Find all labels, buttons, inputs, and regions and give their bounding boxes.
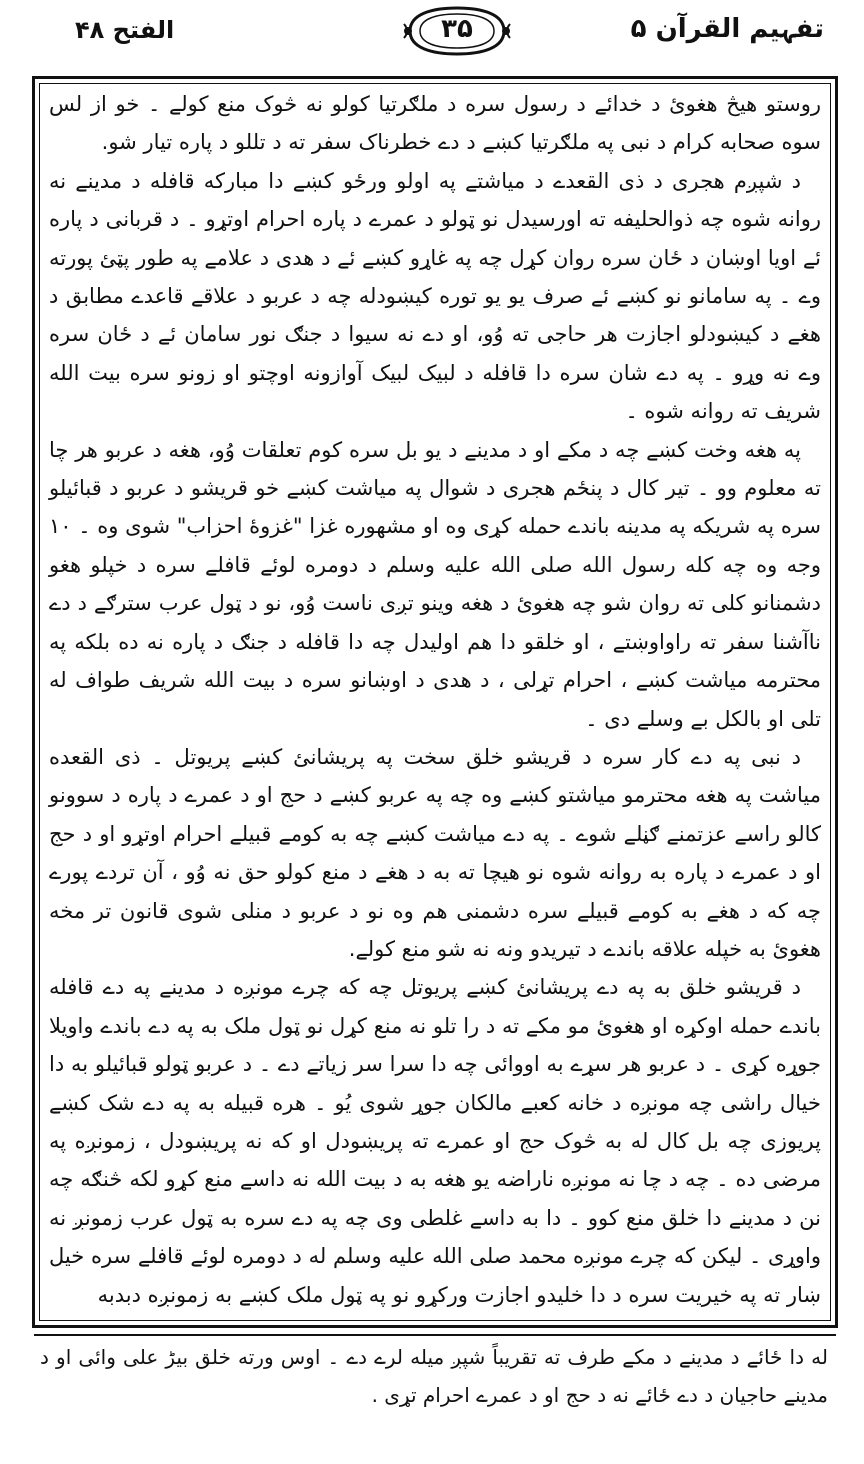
paragraph: د نبی په دے کار سره د قریشو خلق سخت په پریشانئ کښے پریوتل ۔ ذی القعده میاشت په هغه محترمو میاشتو کښے وه چه په عربو کښے د حج او د عمرے د پاره د سوونو کالو راسے عزتمنے ګڼلے شوے ۔ په دے میاشت کښے چه به کومے قبیلے احرام اوتړو او د حج او د عمرے د پاره به روانه شوه نو هیچا ته به د هغے د منع کولو حق نه وُو ، آن تردے پورے چه که د هغے به کومے قبیلے سره دشمنی هم وه نو د عربو د منلی شوی قانون تر مخه هغوئ به خپله علاقه باندے د تیریدو ونه نه شو منع کولے. bbox=[49, 744, 821, 961]
book-title: تفہیم القرآن ۵ bbox=[630, 14, 824, 44]
paragraph: د قریشو خلق به په دے پریشانئ کښے پریوتل چه که چرے مونږه د مدینے په دے قافله باندے حمله اوکړه او هغوئ مو مکے ته د را تلو نه منع کړل نو ټول ملک به په دے باندے واویلا جوړه کړی ۔ د عربو هر سړے به اووائی چه دا سرا سر زیاتے دے ۔ د عربو ټولو قبائیلو به دا خیال راشی چه مونږه د خانه کعبے مالکان جوړ شوی یُو ۔ هره قبیله به په دے شک کښے پریوزی چه بل کال له به څوک حج او عمرے ته پریښودل او که نه پریښودل ، زمونږه په مرضی ده ۔ چه د چا نه مونږه ناراضه یو هغه به د بیت الله نه داسے منع کړو لکه څنګه چه نن د مدینے دا خلق منع کوو ۔ دا به داسے غلطی وی چه په دے سره به ټول عرب زمونږ نه واوړی ۔ لیکن که چرے مونږه محمد صلی الله علیه وسلم له د دومره لوئے قافلے سره خیل ښار ته په خیریت سره د دا خلیدو اجازت ورکړو نو په ټول ملک کښے به زمونږه دبدبه bbox=[49, 975, 821, 1307]
page-number: ۳۵ bbox=[441, 14, 473, 44]
footnote-divider bbox=[34, 1334, 836, 1336]
paragraph: په هغه وخت کښے چه د مکے او د مدینے د یو بل سره کوم تعلقات وُو، هغه د عربو هر چا ته معلوم وو ۔ تیر کال د پنځم هجری د شوال په میاشت کښے خو قریشو د عربو د قبائیلو سره په شریکه په مدینه باندے حمله کړی وه او مشهوره غزا "غزوهٔ احزاب" شوی وه ۔ ۱۰ وجه وه چه کله رسول الله صلی الله علیه وسلم د دومره لوئے قافلے سره د خپلو هغو دشمنانو کلی ته روان شو چه هغوئ د هغه وینو تږی ناست وُو، نو د ټول عرب سترګے د دے ناآشنا سفر ته راواوښتے ، او خلقو دا هم اولیدل چه دا قافله د جنګ د پاره نه ده بلکه په محترمه میاشت کښے ، احرام تړلی ، د هدی د اوښانو سره د بیت الله شریف طواف له تلی او بالکل بے وسلے دی ۔ bbox=[49, 437, 821, 731]
footnote bbox=[40, 1338, 828, 1414]
paragraph: روستو هیڅ هغوئ د خدائے د رسول سره د ملګرتیا کولو نه څوک منع کولے ۔ خو از لس سوه صحابه کرام د نبی په ملګرتیا کښے د دے خطرناک سفر ته د تللو د پاره تیار شو. bbox=[49, 92, 821, 155]
page-number-ornament bbox=[402, 4, 512, 58]
page-header bbox=[20, 4, 844, 62]
paragraph: د شپږم هجری د ذی القعدے د میاشتے په اولو ورځو کښے دا مبارکه قافله د مدینے نه روانه شوه چه ذوالحلیفه ته اورسیدل نو ټولو د عمرے د پاره احرام اوتړو ۔ د قربانی د پاره ئے اویا اوښان د ځان سره روان کړل چه په غاړو کښے ئے د هدی د علامے په طور پټئ پورته وے ۔ په سامانو نو کښے ئے صرف یو یو توره کیښودله چه د عربو د علاقے قاعدے مطابق د هغے د کیښودلو اجازت هر حاجی ته وُو، او دے نه سیوا د جنګ نور سامان ئے د ځان سره وے نه وړو ۔ په دے شان سره دا قافله د لبیک لبیک آوازونه اوچتو او زونو سره بیت الله شریف ته روانه شوه ۔ bbox=[49, 168, 821, 424]
text-frame bbox=[32, 76, 838, 1328]
main-text bbox=[49, 85, 821, 1314]
footnote-text: له دا ځائے د مدینے د مکے طرف ته تقریباً شپږ میله لرے دے ۔ اوس ورته خلق بیڑ علی وائی او د مدینے حاجیان د دے ځائے نه د حج او د عمرے احرام تړی . bbox=[40, 1345, 828, 1407]
surah-title: الفتح ۴۸ bbox=[75, 16, 175, 44]
